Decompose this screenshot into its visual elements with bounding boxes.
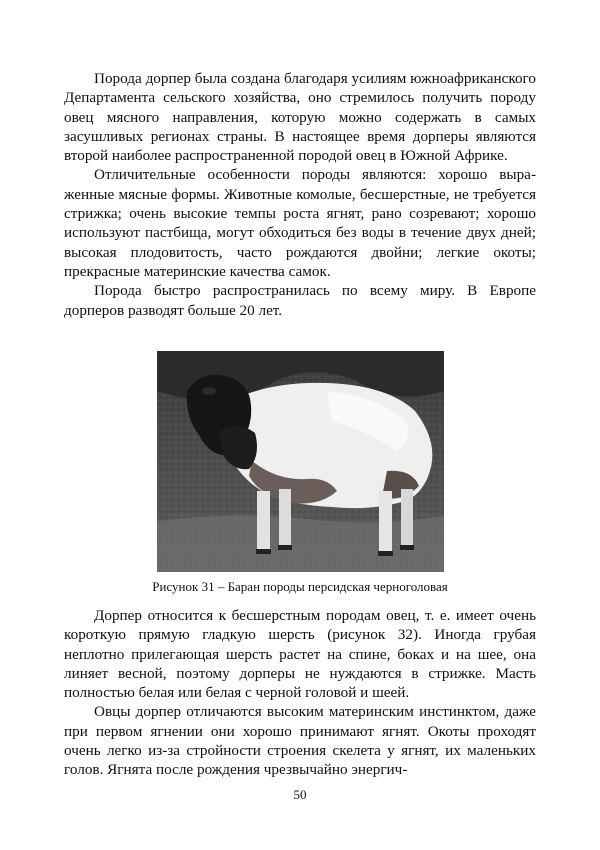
paragraph-breed-spread: Порода быстро распространилась по всему миру. В Европе дорперов разводят больше 20 лет. [64, 282, 536, 319]
ram-photo-image [157, 351, 444, 572]
paragraph-wool-description: Дорпер относится к бесшерстным породам овец, т. е. имеет очень короткую прямую гладкую шерсть (рисунок 32). Иногда грубая неплотно прилегающая шерсть растет на спине, боках и на шее, она линяет весной, поэтому дорперы не нуждаются в стрижке. Масть полностью белая или белая с черной головой и шеей. [64, 607, 536, 702]
top-text-block [64, 69, 536, 320]
paragraph-maternal-instinct: Овцы дорпер отличаются высоким материнским инстинктом, даже при первом ягнении они хорошо принимают ягнят. Окоты проходят очень легко из-за стройности строения скелета у ягнят, их маленьких голов. Ягнята после рождения чрезвычайно энергич- [64, 703, 536, 779]
paragraph-breed-features: Отличительные особенности породы являются: хорошо выраженные мясные формы. Животные комолые, бесшерстные, не требуется стрижка; очень высокие темпы роста ягнят, рано созревают; хорошо используют пастбища, могут обходиться без воды в течение двух дней; высокая плодовитость, часто рождаются двойни; легкие окоты; прекрасные материнские качества самок. [64, 166, 536, 280]
page-number: 50 [293, 787, 307, 802]
figure-ram-photo [157, 351, 444, 572]
paragraph-breed-origin: Порода дорпер была создана благодаря усилиям южноафриканского Департамента сельского хозяйства, оно стремилось получить породу овец мясного направления, которую можно содержать в самых засушливых регионах страны. В настоящее время дорперы являются второй наиболее распространенной породой овец в Южной Африке. [64, 70, 536, 165]
bottom-text-block [64, 606, 536, 780]
figure-caption: Рисунок 31 – Баран породы персидская черноголовая [152, 579, 448, 594]
